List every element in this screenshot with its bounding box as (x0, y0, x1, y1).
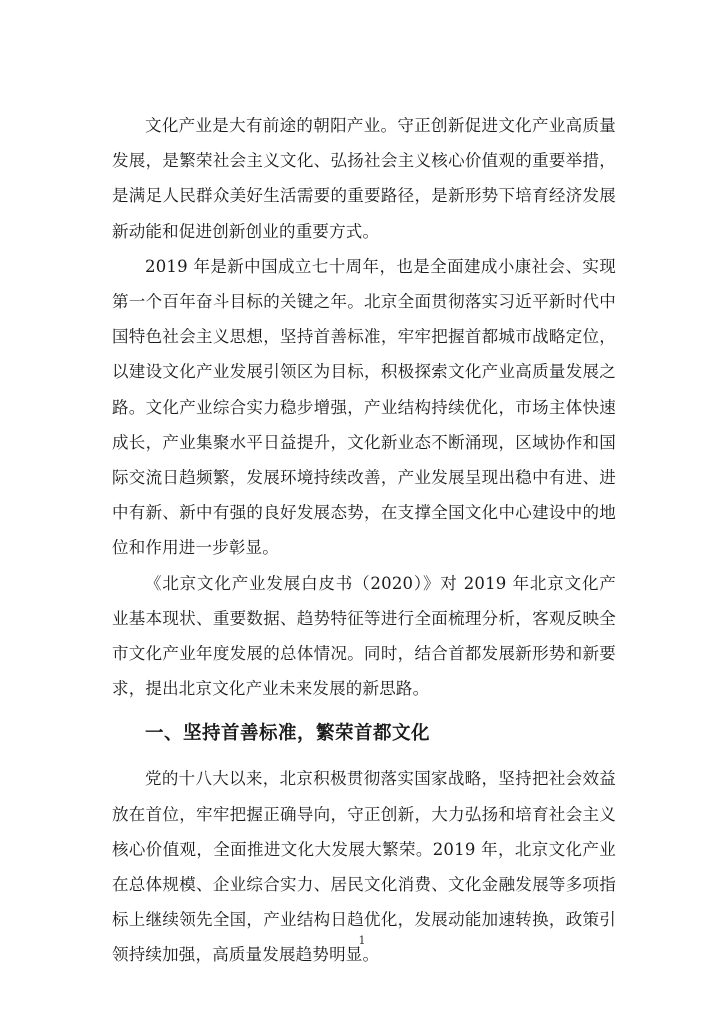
intro-paragraph-1: 文化产业是大有前途的朝阳产业。守正创新促进文化产业高质量发展，是繁荣社会主义文化、弘扬社会主义核心价值观的重要举措，是满足人民群众美好生活需要的重要路径，是新形势下培育经济发展新动能和促进创新创业的重要方式。 (112, 116, 616, 241)
document-page (112, 108, 616, 973)
section-heading: 一、坚持首善标准，繁荣首都文化 (145, 723, 431, 745)
section-paragraph-1: 党的十八大以来，北京积极贯彻落实国家战略，坚持把社会效益放在首位，牢牢把握正确导向，守正创新，大力弘扬和培育社会主义核心价值观，全面推进文化大发展大繁荣。2019 年，北京文化产业在总体规模、企业综合实力、居民文化消费、文化金融发展等多项指标上继续领先全国，产业结构日趋优化，发展动能加速转换，政策引领持续加强，高质量发展趋势明显。 (112, 769, 616, 965)
intro-paragraph-3: 《北京文化产业发展白皮书（2020）》对 2019 年北京文化产业基本现状、重要数据、趋势特征等进行全面梳理分析，客观反映全市文化产业年度发展的总体情况。同时，结合首都发展新形势和新要求，提出北京文化产业未来发展的新思路。 (112, 573, 616, 699)
page-number: 1 (358, 934, 366, 947)
intro-paragraph-2: 2019 年是新中国成立七十周年，也是全面建成小康社会、实现第一个百年奋斗目标的关键之年。北京全面贯彻落实习近平新时代中国特色社会主义思想，坚持首善标准，牢牢把握首都城市战略定位，以建设文化产业发展引领区为目标，积极探索文化产业高质量发展之路。文化产业综合实力稳步增强，产业结构持续优化，市场主体快速成长，产业集聚水平日益提升，文化新业态不断涌现，区域协作和国际交流日趋频繁，发展环境持续改善，产业发展呈现出稳中有进、进中有新、新中有强的良好发展态势，在支撑全国文化中心建设中的地位和作用进一步彰显。 (112, 256, 616, 558)
